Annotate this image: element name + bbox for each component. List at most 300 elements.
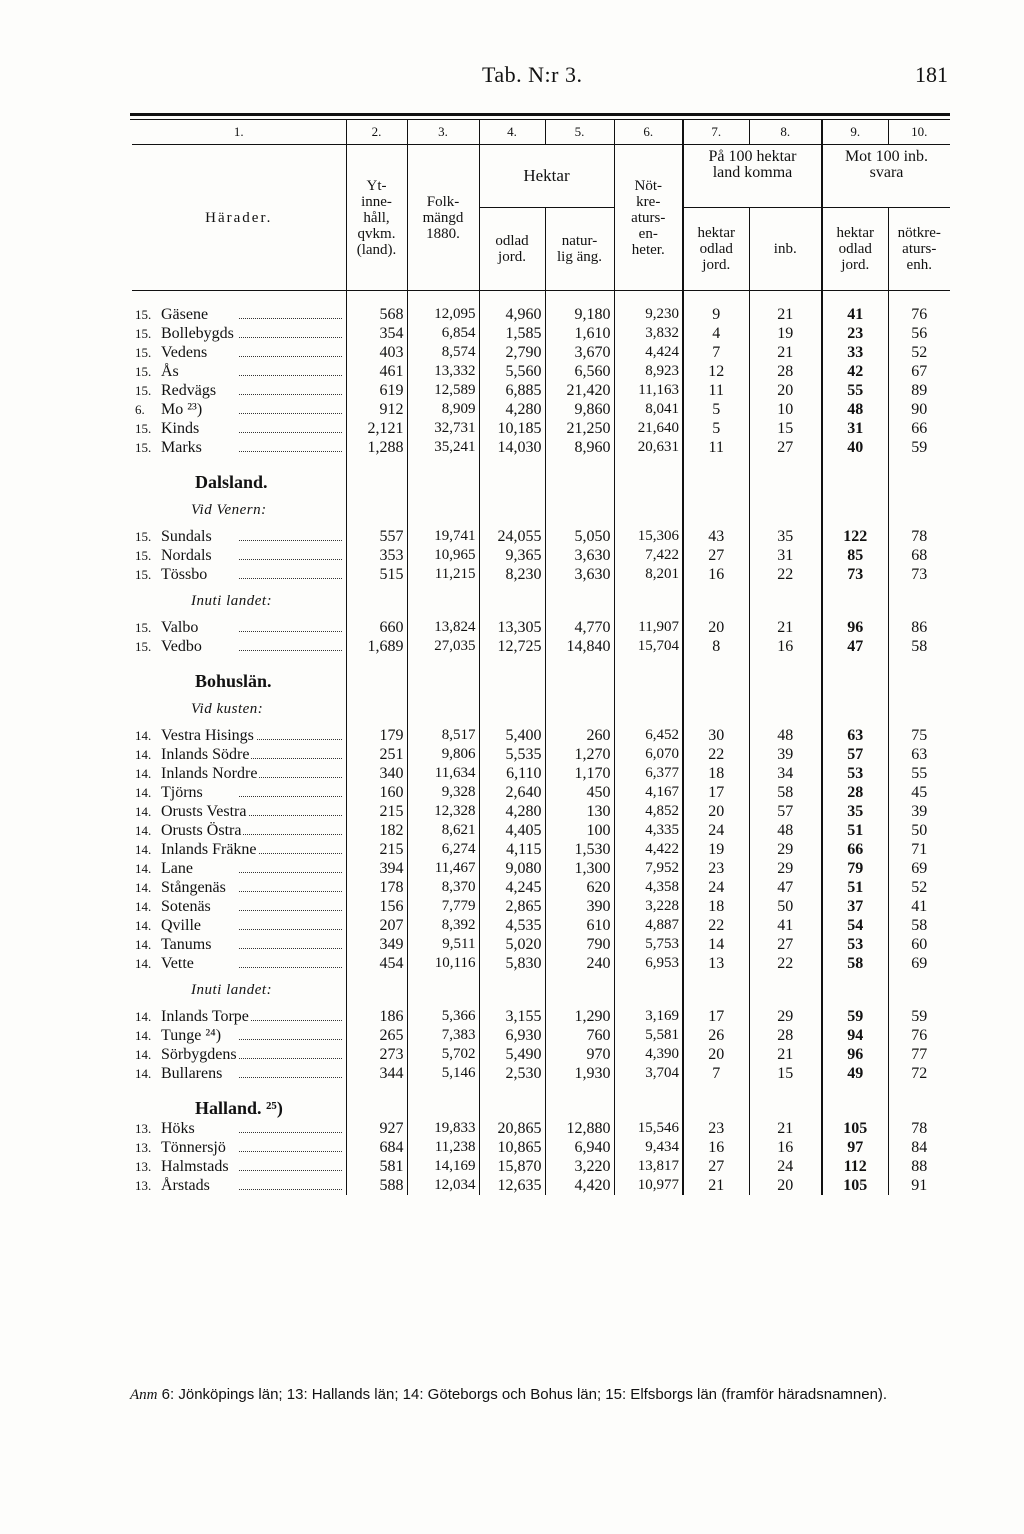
folkmangd-cell: 32,731 <box>407 419 479 438</box>
pa100-odlad-cell: 7 <box>683 1064 749 1083</box>
blank-cell <box>132 291 346 306</box>
folkmangd-cell: 11,215 <box>407 565 479 584</box>
table-row <box>132 637 950 656</box>
ytinnehall-cell: 684 <box>346 1138 407 1157</box>
lan-number: 15. <box>135 307 152 322</box>
blank-cell <box>683 584 749 618</box>
notkreaturs-cell: 3,704 <box>614 1064 683 1083</box>
mot100-odlad-cell: 23 <box>822 324 888 343</box>
lan-number: 15. <box>135 639 152 654</box>
table-row <box>132 1176 950 1195</box>
ytinnehall-header: Yt- inne- håll, qvkm. (land). <box>346 145 407 291</box>
blank-cell <box>888 656 950 692</box>
leader-dots <box>239 948 342 949</box>
subsection-title: Vid kusten: <box>191 701 264 717</box>
ytinnehall-cell: 403 <box>346 343 407 362</box>
naturlig-ang-cell: 6,560 <box>545 362 614 381</box>
blank-cell <box>479 584 545 618</box>
mot100-odlad-cell: 73 <box>822 565 888 584</box>
harad-cell <box>132 546 346 565</box>
notkreaturs-cell: 9,230 <box>614 305 683 324</box>
ytinnehall-cell: 251 <box>346 745 407 764</box>
blank-cell <box>683 1083 749 1119</box>
lan-number: 14. <box>135 804 152 819</box>
ytinnehall-cell: 927 <box>346 1119 407 1138</box>
ytinnehall-cell: 178 <box>346 878 407 897</box>
harad-name: Tössbo <box>161 566 208 583</box>
notkreaturs-cell: 6,452 <box>614 726 683 745</box>
harad-label <box>135 803 248 820</box>
blank-cell <box>346 692 407 726</box>
table-row <box>132 954 950 973</box>
harad-name: Valbo <box>161 619 199 636</box>
harad-label <box>135 860 195 877</box>
pa100-inb-cell: 16 <box>749 1138 822 1157</box>
pa100-odlad-cell: 30 <box>683 726 749 745</box>
mot100-odlad-cell: 35 <box>822 802 888 821</box>
harad-cell <box>132 362 346 381</box>
harad-name: Inlands Nordre <box>161 765 258 782</box>
blank-cell <box>545 457 614 493</box>
blank-cell <box>614 457 683 493</box>
mot100-odlad-cell: 122 <box>822 527 888 546</box>
naturlig-ang-header: natur- lig äng. <box>545 208 614 291</box>
pa100-inb-cell: 22 <box>749 565 822 584</box>
naturlig-ang-cell: 790 <box>545 935 614 954</box>
pa100-inb-cell: 29 <box>749 1007 822 1026</box>
naturlig-ang-cell: 14,840 <box>545 637 614 656</box>
lan-number: 14. <box>135 1028 152 1043</box>
odlad-jord-cell: 20,865 <box>479 1119 545 1138</box>
notkreaturs-header: Nöt- kre- aturs- en- heter. <box>614 145 683 291</box>
colnum-1: 1. <box>132 120 346 145</box>
hektar-header: Hektar <box>479 145 614 208</box>
folkmangd-cell: 11,238 <box>407 1138 479 1157</box>
leader-dots <box>239 432 342 433</box>
pa100-inb-cell: 47 <box>749 878 822 897</box>
blank-cell <box>749 291 822 306</box>
harad-label <box>135 879 228 896</box>
harad-cell <box>132 859 346 878</box>
lan-number: 14. <box>135 899 152 914</box>
lan-number: 13. <box>135 1140 152 1155</box>
harad-name: Nordals <box>161 547 212 564</box>
lan-number: 14. <box>135 937 152 952</box>
mot100-notkreaturs-cell: 56 <box>888 324 950 343</box>
pa100-odlad-cell: 18 <box>683 897 749 916</box>
folkmangd-cell: 12,034 <box>407 1176 479 1195</box>
ytinnehall-cell: 179 <box>346 726 407 745</box>
leader-dots <box>239 1039 342 1040</box>
lan-number: 13. <box>135 1121 152 1136</box>
leader-dots <box>239 758 342 759</box>
colnum-2: 2. <box>346 120 407 145</box>
pa100-hektar-odlad-header: hektar odlad jord. <box>683 208 749 291</box>
pa100-inb-cell: 21 <box>749 1119 822 1138</box>
mot100-odlad-cell: 105 <box>822 1176 888 1195</box>
subsection-row <box>132 692 950 726</box>
blank-cell <box>683 973 749 1007</box>
blank-cell <box>822 291 888 306</box>
harad-cell <box>132 745 346 764</box>
harader-header: Härader. <box>132 145 346 291</box>
statistics-table <box>132 120 950 1195</box>
naturlig-ang-cell: 12,880 <box>545 1119 614 1138</box>
blank-cell <box>683 291 749 306</box>
colnum-6: 6. <box>614 120 683 145</box>
blank-cell <box>407 656 479 692</box>
blank-cell <box>479 692 545 726</box>
blank-cell <box>888 692 950 726</box>
colnum-4: 4. <box>479 120 545 145</box>
pa100-inb-cell: 58 <box>749 783 822 802</box>
mot100-notkreaturs-cell: 45 <box>888 783 950 802</box>
folkmangd-cell: 10,965 <box>407 546 479 565</box>
naturlig-ang-cell: 6,940 <box>545 1138 614 1157</box>
harad-name: Inlands Fräkne <box>161 841 257 858</box>
harad-label <box>135 898 213 915</box>
ytinnehall-cell: 156 <box>346 897 407 916</box>
harad-label <box>135 566 209 583</box>
odlad-jord-cell: 2,530 <box>479 1064 545 1083</box>
lan-number: 14. <box>135 823 152 838</box>
colnum-9: 9. <box>822 120 888 145</box>
naturlig-ang-cell: 9,860 <box>545 400 614 419</box>
mot100-odlad-cell: 97 <box>822 1138 888 1157</box>
blank-cell <box>545 973 614 1007</box>
harad-cell <box>132 381 346 400</box>
blank-cell <box>822 692 888 726</box>
leader-dots <box>239 1132 342 1133</box>
notkreaturs-cell: 7,422 <box>614 546 683 565</box>
leader-dots <box>239 540 342 541</box>
colnum-10: 10. <box>888 120 950 145</box>
lan-number: 15. <box>135 383 152 398</box>
odlad-jord-cell: 5,400 <box>479 726 545 745</box>
table-row <box>132 565 950 584</box>
notkreaturs-cell: 3,228 <box>614 897 683 916</box>
harad-name: Tunge ²⁴) <box>161 1027 222 1044</box>
harad-name: Sotenäs <box>161 898 211 915</box>
leader-dots <box>239 796 342 797</box>
footnote-anm: Anm <box>130 1387 158 1403</box>
colnum-8: 8. <box>749 120 822 145</box>
naturlig-ang-cell: 8,960 <box>545 438 614 457</box>
blank-cell <box>888 291 950 306</box>
blank-cell <box>614 692 683 726</box>
ytinnehall-cell: 2,121 <box>346 419 407 438</box>
ytinnehall-cell: 1,288 <box>346 438 407 457</box>
header-rule <box>130 113 950 116</box>
notkreaturs-cell: 4,358 <box>614 878 683 897</box>
naturlig-ang-cell: 1,610 <box>545 324 614 343</box>
harad-label <box>135 306 210 323</box>
harad-label <box>135 1177 212 1194</box>
ytinnehall-cell: 515 <box>346 565 407 584</box>
naturlig-ang-cell: 970 <box>545 1045 614 1064</box>
harad-label <box>135 528 214 545</box>
naturlig-ang-cell: 5,050 <box>545 527 614 546</box>
notkreaturs-cell: 6,377 <box>614 764 683 783</box>
leader-dots <box>239 356 342 357</box>
ytinnehall-cell: 186 <box>346 1007 407 1026</box>
lan-number: 14. <box>135 918 152 933</box>
blank-cell <box>614 1083 683 1119</box>
blank-cell <box>888 457 950 493</box>
pa100-inb-cell: 10 <box>749 400 822 419</box>
pa100-odlad-cell: 17 <box>683 783 749 802</box>
folkmangd-cell: 13,824 <box>407 618 479 637</box>
harad-label <box>135 420 201 437</box>
pa100-inb-header: inb. <box>749 208 822 291</box>
blank-cell <box>614 973 683 1007</box>
lan-number: 15. <box>135 567 152 582</box>
harad-name: Orusts Vestra <box>161 803 247 820</box>
ytinnehall-cell: 207 <box>346 916 407 935</box>
ytinnehall-cell: 265 <box>346 1026 407 1045</box>
blank-cell <box>479 457 545 493</box>
table-row <box>132 305 950 324</box>
notkreaturs-cell: 21,640 <box>614 419 683 438</box>
ytinnehall-cell: 454 <box>346 954 407 973</box>
naturlig-ang-cell: 1,270 <box>545 745 614 764</box>
harad-cell <box>132 1007 346 1026</box>
lan-number: 15. <box>135 548 152 563</box>
pa100-inb-cell: 50 <box>749 897 822 916</box>
notkreaturs-cell: 7,952 <box>614 859 683 878</box>
harad-label <box>135 619 200 636</box>
folkmangd-cell: 19,833 <box>407 1119 479 1138</box>
harad-name: Inlands Södre <box>161 746 250 763</box>
leader-dots <box>239 815 342 816</box>
blank-cell <box>346 457 407 493</box>
leader-dots <box>239 578 342 579</box>
pa100-odlad-cell: 19 <box>683 840 749 859</box>
blank-cell <box>479 656 545 692</box>
mot100-odlad-cell: 33 <box>822 343 888 362</box>
odlad-jord-cell: 6,885 <box>479 381 545 400</box>
mot100-notkreaturs-cell: 88 <box>888 1157 950 1176</box>
mot100-notkreaturs-cell: 41 <box>888 897 950 916</box>
folkmangd-cell: 8,621 <box>407 821 479 840</box>
harad-name: Lane <box>161 860 193 877</box>
blank-cell <box>545 692 614 726</box>
blank-cell <box>346 656 407 692</box>
blank-cell <box>545 291 614 306</box>
odlad-jord-cell: 3,155 <box>479 1007 545 1026</box>
odlad-jord-cell: 24,055 <box>479 527 545 546</box>
colnum-7: 7. <box>683 120 749 145</box>
blank-cell <box>683 457 749 493</box>
subsection-row <box>132 973 950 1007</box>
mot100-odlad-cell: 57 <box>822 745 888 764</box>
pa100-inb-cell: 15 <box>749 419 822 438</box>
naturlig-ang-cell: 620 <box>545 878 614 897</box>
odlad-jord-cell: 9,365 <box>479 546 545 565</box>
folkmangd-cell: 6,274 <box>407 840 479 859</box>
table-row <box>132 1064 950 1083</box>
pa100-odlad-cell: 20 <box>683 1045 749 1064</box>
blank-cell <box>407 493 479 527</box>
lan-number: 14. <box>135 1047 152 1062</box>
pa100-inb-cell: 34 <box>749 764 822 783</box>
harad-cell <box>132 802 346 821</box>
naturlig-ang-cell: 21,250 <box>545 419 614 438</box>
table-row <box>132 1119 950 1138</box>
lan-number: 14. <box>135 766 152 781</box>
lan-number: 14. <box>135 861 152 876</box>
pa100-inb-cell: 21 <box>749 1045 822 1064</box>
blank-cell <box>888 1083 950 1119</box>
notkreaturs-cell: 6,070 <box>614 745 683 764</box>
leader-dots <box>239 375 342 376</box>
harad-name: Gäsene <box>161 306 209 323</box>
leader-dots <box>239 318 342 319</box>
mot100-odlad-cell: 59 <box>822 1007 888 1026</box>
blank-cell <box>683 692 749 726</box>
blank-cell <box>545 584 614 618</box>
pa100-inb-cell: 29 <box>749 859 822 878</box>
ytinnehall-cell: 273 <box>346 1045 407 1064</box>
harad-name: Stångenäs <box>161 879 226 896</box>
harad-name: Tönnersjö <box>161 1139 226 1156</box>
naturlig-ang-cell: 1,930 <box>545 1064 614 1083</box>
pa100-odlad-cell: 22 <box>683 916 749 935</box>
mot100-notkreaturs-cell: 55 <box>888 764 950 783</box>
colnum-5: 5. <box>545 120 614 145</box>
harad-name: Bollebygds <box>161 325 234 342</box>
folkmangd-cell: 8,909 <box>407 400 479 419</box>
naturlig-ang-cell: 1,290 <box>545 1007 614 1026</box>
naturlig-ang-cell: 1,170 <box>545 764 614 783</box>
harad-cell <box>132 783 346 802</box>
ytinnehall-cell: 912 <box>346 400 407 419</box>
mot100-notkreaturs-cell: 86 <box>888 618 950 637</box>
odlad-jord-cell: 5,830 <box>479 954 545 973</box>
harad-cell <box>132 400 346 419</box>
folkmangd-cell: 7,383 <box>407 1026 479 1045</box>
table-row <box>132 935 950 954</box>
lan-number: 14. <box>135 956 152 971</box>
notkreaturs-cell: 6,953 <box>614 954 683 973</box>
naturlig-ang-cell: 610 <box>545 916 614 935</box>
leader-dots <box>239 891 342 892</box>
pa100-odlad-cell: 43 <box>683 527 749 546</box>
mot100-notkreaturs-cell: 69 <box>888 859 950 878</box>
pa100-odlad-cell: 4 <box>683 324 749 343</box>
ytinnehall-cell: 340 <box>346 764 407 783</box>
notkreaturs-cell: 20,631 <box>614 438 683 457</box>
harad-name: Inlands Torpe <box>161 1008 249 1025</box>
notkreaturs-cell: 13,817 <box>614 1157 683 1176</box>
table-row <box>132 840 950 859</box>
harad-label <box>135 841 259 858</box>
blank-cell <box>822 973 888 1007</box>
odlad-jord-cell: 12,725 <box>479 637 545 656</box>
subsection-cell <box>132 584 346 618</box>
blank-cell <box>614 291 683 306</box>
ytinnehall-cell: 353 <box>346 546 407 565</box>
mot100-hektar-odlad-header: hektar odlad jord. <box>822 208 888 291</box>
ytinnehall-cell: 215 <box>346 840 407 859</box>
pa100-inb-cell: 27 <box>749 438 822 457</box>
blank-cell <box>407 457 479 493</box>
pa100-inb-cell: 31 <box>749 546 822 565</box>
harad-label <box>135 439 204 456</box>
harad-name: Kinds <box>161 420 200 437</box>
table-row <box>132 1138 950 1157</box>
blank-cell <box>479 291 545 306</box>
mot100-notkreaturs-cell: 50 <box>888 821 950 840</box>
odlad-jord-cell: 5,560 <box>479 362 545 381</box>
harad-cell <box>132 935 346 954</box>
harad-label <box>135 547 214 564</box>
naturlig-ang-cell: 4,770 <box>545 618 614 637</box>
harad-cell <box>132 878 346 897</box>
leader-dots <box>239 834 342 835</box>
leader-dots <box>239 1077 342 1078</box>
mot100-odlad-cell: 79 <box>822 859 888 878</box>
lan-number: 14. <box>135 1066 152 1081</box>
harad-label <box>135 955 196 972</box>
harad-name: Vedbo <box>161 638 202 655</box>
mot100-notkreaturs-cell: 69 <box>888 954 950 973</box>
ytinnehall-cell: 215 <box>346 802 407 821</box>
ytinnehall-cell: 557 <box>346 527 407 546</box>
mot100-odlad-cell: 105 <box>822 1119 888 1138</box>
mot100-notkreaturs-cell: 78 <box>888 1119 950 1138</box>
leader-dots <box>239 1151 342 1152</box>
mot100-odlad-cell: 53 <box>822 935 888 954</box>
table-row <box>132 1026 950 1045</box>
blank-cell <box>614 656 683 692</box>
harad-cell <box>132 419 346 438</box>
naturlig-ang-cell: 450 <box>545 783 614 802</box>
harad-label <box>135 382 218 399</box>
naturlig-ang-cell: 3,630 <box>545 565 614 584</box>
lan-number: 6. <box>135 402 145 417</box>
harad-name: Orusts Östra <box>161 822 242 839</box>
blank-cell <box>749 584 822 618</box>
harad-name: Vestra Hisings <box>161 727 254 744</box>
odlad-jord-cell: 9,080 <box>479 859 545 878</box>
mot100-notkreaturs-cell: 52 <box>888 878 950 897</box>
folkmangd-cell: 12,095 <box>407 305 479 324</box>
pa100-inb-cell: 27 <box>749 935 822 954</box>
section-title: Halland. ²⁵) <box>195 1098 283 1118</box>
section-cell <box>132 1083 346 1119</box>
mot100-notkreaturs-header: nötkre- aturs- enh. <box>888 208 950 291</box>
harad-name: Bullarens <box>161 1065 223 1082</box>
blank-cell <box>888 493 950 527</box>
blank-cell <box>683 493 749 527</box>
mot100-odlad-cell: 41 <box>822 305 888 324</box>
odlad-jord-cell: 4,245 <box>479 878 545 897</box>
ytinnehall-cell: 581 <box>346 1157 407 1176</box>
pa100-odlad-cell: 5 <box>683 419 749 438</box>
blank-cell <box>407 1083 479 1119</box>
folkmangd-cell: 10,116 <box>407 954 479 973</box>
section-title: Dalsland. <box>195 472 268 492</box>
pa100-odlad-cell: 18 <box>683 764 749 783</box>
pa100-inb-cell: 16 <box>749 637 822 656</box>
table-row <box>132 764 950 783</box>
notkreaturs-cell: 3,169 <box>614 1007 683 1026</box>
harad-label <box>135 363 181 380</box>
pa100-header: På 100 hektar land komma <box>683 145 822 208</box>
naturlig-ang-cell: 4,420 <box>545 1176 614 1195</box>
harad-cell <box>132 565 346 584</box>
